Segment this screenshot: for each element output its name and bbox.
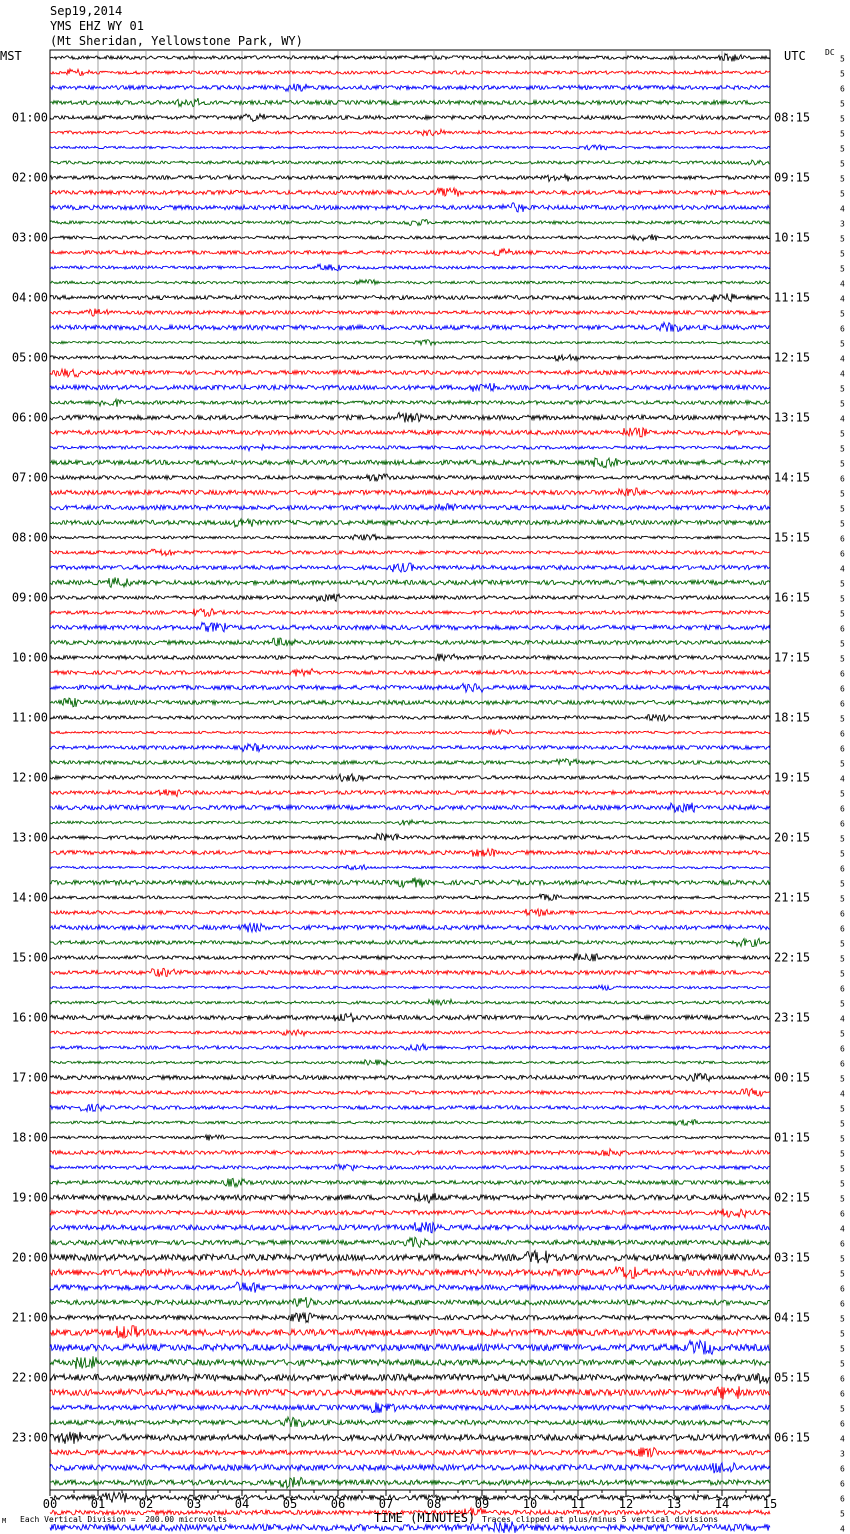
trace-row-80 [50, 1251, 770, 1264]
trace-row-95 [50, 1477, 770, 1488]
mst-hour-label: 02:00 [11, 170, 48, 185]
dc-offset-value: 5 [840, 1194, 845, 1204]
trace-row-18 [50, 322, 770, 331]
dc-offset-value: 4 [840, 414, 845, 424]
trace-row-41 [50, 669, 770, 677]
trace-row-5 [50, 129, 770, 136]
trace-row-10 [50, 203, 770, 212]
trace-row-94 [50, 1463, 770, 1473]
trace-row-70 [50, 1104, 770, 1111]
dc-offset-value: 5 [840, 714, 845, 724]
mst-hour-label: 21:00 [11, 1310, 48, 1325]
mst-hour-label: 14:00 [11, 890, 48, 905]
dc-offset-value: 6 [840, 1284, 845, 1294]
trace-row-14 [50, 264, 770, 271]
trace-row-48 [50, 774, 770, 782]
dc-offset-value: 5 [840, 99, 845, 109]
dc-offset-value: 4 [840, 1524, 845, 1534]
trace-row-23 [50, 399, 770, 406]
dc-offset-value: 5 [840, 654, 845, 664]
dc-offset-value: 5 [840, 129, 845, 139]
dc-offset-value: 5 [840, 609, 845, 619]
trace-row-66 [50, 1044, 770, 1051]
utc-hour-label: 11:15 [774, 290, 811, 305]
trace-row-25 [50, 428, 770, 437]
mst-hour-label: 23:00 [11, 1430, 48, 1445]
mst-hour-label: 08:00 [11, 530, 48, 545]
dc-offset-value: 6 [840, 924, 845, 934]
trace-row-31 [50, 519, 770, 527]
mst-hour-label: 01:00 [11, 110, 48, 125]
vertical-division-note: Each Vertical Division = 200.00 microvolts [20, 1515, 228, 1524]
mst-hour-label: 19:00 [11, 1190, 48, 1205]
trace-row-11 [50, 220, 770, 226]
utc-hour-label: 02:15 [774, 1190, 811, 1205]
x-tick-label: 08 [426, 1497, 442, 1511]
trace-row-67 [50, 1060, 770, 1066]
utc-hour-label: 10:15 [774, 230, 811, 245]
trace-row-6 [50, 145, 770, 150]
x-tick-label: 12 [618, 1497, 634, 1511]
dc-offset-value: 5 [840, 489, 845, 499]
utc-hour-label: 16:15 [774, 590, 811, 605]
utc-hour-label: 03:15 [774, 1250, 811, 1265]
trace-row-55 [50, 878, 770, 888]
dc-offset-value: 4 [840, 1089, 845, 1099]
dc-offset-value: 5 [840, 939, 845, 949]
dc-offset-value: 5 [840, 594, 845, 604]
x-tick-label: 06 [330, 1497, 346, 1511]
dc-offset-value: 6 [840, 1464, 845, 1474]
dc-offset-value: 5 [840, 174, 845, 184]
trace-row-60 [50, 954, 770, 962]
dc-offset-header: DC [825, 48, 835, 57]
dc-offset-value: 5 [840, 309, 845, 319]
dc-offset-value: 5 [840, 1314, 845, 1324]
trace-row-93 [50, 1448, 770, 1458]
footer-mark: M [2, 1517, 7, 1525]
utc-hour-label: 12:15 [774, 350, 811, 365]
dc-offset-value: 5 [840, 504, 845, 514]
trace-row-89 [50, 1386, 770, 1399]
x-tick-label: 09 [474, 1497, 490, 1511]
mst-hour-label: 20:00 [11, 1250, 48, 1265]
x-tick-label: 05 [282, 1497, 298, 1511]
dc-offset-value: 6 [840, 729, 845, 739]
trace-row-36 [50, 594, 770, 602]
dc-offset-value: 5 [840, 264, 845, 274]
trace-row-28 [50, 474, 770, 481]
utc-hour-label: 06:15 [774, 1430, 811, 1445]
dc-offset-value: 6 [840, 534, 845, 544]
dc-offset-value: 5 [840, 1404, 845, 1414]
x-tick-label: 14 [714, 1497, 730, 1511]
dc-offset-value: 5 [840, 1179, 845, 1189]
trace-row-30 [50, 504, 770, 511]
x-tick-label: 15 [762, 1497, 778, 1511]
trace-row-22 [50, 383, 770, 392]
x-tick-label: 13 [666, 1497, 682, 1511]
utc-hour-label: 20:15 [774, 830, 811, 845]
trace-row-49 [50, 789, 770, 796]
dc-offset-value: 6 [840, 1209, 845, 1219]
dc-offset-value: 5 [840, 399, 845, 409]
dc-offset-value: 6 [840, 624, 845, 634]
mst-hour-label: 06:00 [11, 410, 48, 425]
dc-offset-value: 6 [840, 1239, 845, 1249]
trace-row-45 [50, 730, 770, 735]
dc-offset-value: 5 [840, 999, 845, 1009]
dc-offset-value: 5 [840, 579, 845, 589]
trace-row-75 [50, 1178, 770, 1186]
trace-row-47 [50, 759, 770, 766]
trace-row-0 [50, 54, 770, 62]
utc-hour-label: 09:15 [774, 170, 811, 185]
trace-row-16 [50, 293, 770, 302]
dc-offset-value: 5 [840, 1104, 845, 1114]
trace-row-86 [50, 1341, 770, 1355]
trace-row-52 [50, 833, 770, 840]
dc-offset-value: 3 [840, 219, 845, 229]
utc-hour-label: 21:15 [774, 890, 811, 905]
trace-row-72 [50, 1135, 770, 1141]
trace-row-15 [50, 280, 770, 285]
dc-offset-value: 5 [840, 954, 845, 964]
dc-offset-value: 5 [840, 1149, 845, 1159]
dc-offset-value: 5 [840, 969, 845, 979]
dc-offset-value: 5 [840, 444, 845, 454]
dc-offset-value: 5 [840, 459, 845, 469]
utc-hour-label: 15:15 [774, 530, 811, 545]
trace-row-59 [50, 938, 770, 946]
x-tick-label: 11 [570, 1497, 586, 1511]
dc-offset-value: 6 [840, 1044, 845, 1054]
dc-offset-value: 6 [840, 1494, 845, 1504]
trace-row-74 [50, 1164, 770, 1170]
trace-row-79 [50, 1237, 770, 1247]
trace-row-39 [50, 638, 770, 646]
trace-row-38 [50, 623, 770, 633]
dc-offset-value: 6 [840, 1299, 845, 1309]
x-tick-label: 03 [186, 1497, 202, 1511]
dc-offset-value: 4 [840, 564, 845, 574]
trace-row-64 [50, 1013, 770, 1022]
mst-hour-label: 12:00 [11, 770, 48, 785]
dc-offset-value: 6 [840, 699, 845, 709]
trace-row-88 [50, 1374, 770, 1384]
dc-offset-value: 5 [840, 834, 845, 844]
dc-offset-value: 5 [840, 1119, 845, 1129]
trace-row-53 [50, 849, 770, 857]
trace-row-65 [50, 1030, 770, 1036]
dc-offset-value: 5 [840, 894, 845, 904]
dc-offset-value: 6 [840, 984, 845, 994]
mst-hour-label: 05:00 [11, 350, 48, 365]
dc-offset-value: 5 [840, 144, 845, 154]
trace-row-85 [50, 1326, 770, 1339]
trace-row-69 [50, 1089, 770, 1097]
trace-row-46 [50, 744, 770, 752]
dc-offset-value: 4 [840, 279, 845, 289]
dc-offset-value: 5 [840, 849, 845, 859]
trace-row-29 [50, 488, 770, 496]
trace-row-13 [50, 249, 770, 256]
x-tick-label: 07 [378, 1497, 394, 1511]
trace-row-3 [50, 98, 770, 107]
trace-row-83 [50, 1297, 770, 1307]
mst-hour-label: 10:00 [11, 650, 48, 665]
dc-offset-value: 6 [840, 804, 845, 814]
trace-row-8 [50, 175, 770, 182]
trace-row-91 [50, 1417, 770, 1427]
mst-hour-label: 22:00 [11, 1370, 48, 1385]
mst-hour-label: 09:00 [11, 590, 48, 605]
trace-row-73 [50, 1149, 770, 1156]
clipping-note: Traces clipped at plus/minus 5 vertical divisions [482, 1515, 719, 1524]
utc-hour-label: 04:15 [774, 1310, 811, 1325]
dc-offset-value: 6 [840, 474, 845, 484]
mst-hour-label: 18:00 [11, 1130, 48, 1145]
utc-hour-label: 18:15 [774, 710, 811, 725]
dc-offset-value: 5 [840, 1269, 845, 1279]
trace-row-2 [50, 84, 770, 92]
trace-row-44 [50, 714, 770, 721]
trace-row-4 [50, 114, 770, 121]
utc-hour-label: 14:15 [774, 470, 811, 485]
dc-offset-value: 5 [840, 759, 845, 769]
trace-row-57 [50, 909, 770, 916]
dc-offset-value: 5 [840, 1359, 845, 1369]
left-timezone-label: MST [0, 49, 22, 63]
trace-row-37 [50, 609, 770, 617]
trace-row-20 [50, 355, 770, 361]
dc-offset-value: 6 [840, 1389, 845, 1399]
mst-hour-label: 13:00 [11, 830, 48, 845]
mst-hour-label: 15:00 [11, 950, 48, 965]
trace-row-87 [50, 1356, 770, 1369]
dc-offset-value: 5 [840, 1164, 845, 1174]
dc-offset-value: 5 [840, 189, 845, 199]
trace-row-82 [50, 1282, 770, 1293]
trace-row-21 [50, 369, 770, 377]
x-tick-label: 04 [234, 1497, 250, 1511]
station-location: (Mt Sheridan, Yellowstone Park, WY) [50, 34, 303, 48]
dc-offset-value: 5 [840, 114, 845, 124]
x-tick-label: 10 [522, 1497, 538, 1511]
dc-offset-value: 5 [840, 1344, 845, 1354]
trace-row-56 [50, 894, 770, 900]
dc-offset-value: 6 [840, 1059, 845, 1069]
utc-hour-label: 05:15 [774, 1370, 811, 1385]
dc-offset-value: 5 [840, 1074, 845, 1084]
trace-row-76 [50, 1193, 770, 1203]
dc-offset-value: 5 [840, 1254, 845, 1264]
trace-row-19 [50, 340, 770, 345]
utc-hour-label: 19:15 [774, 770, 811, 785]
utc-hour-label: 00:15 [774, 1070, 811, 1085]
trace-row-12 [50, 234, 770, 241]
trace-row-1 [50, 69, 770, 76]
dc-offset-value: 5 [840, 879, 845, 889]
x-tick-label: 01 [90, 1497, 106, 1511]
dc-offset-value: 5 [840, 159, 845, 169]
trace-row-63 [50, 999, 770, 1005]
trace-row-84 [50, 1313, 770, 1323]
right-timezone-label: UTC [784, 49, 806, 63]
mst-hour-label: 07:00 [11, 470, 48, 485]
dc-offset-value: 5 [840, 639, 845, 649]
dc-offset-value: 5 [840, 789, 845, 799]
trace-row-33 [50, 549, 770, 556]
trace-row-77 [50, 1209, 770, 1218]
dc-offset-value: 5 [840, 54, 845, 64]
chart-date: Sep19,2014 [50, 4, 123, 18]
trace-row-34 [50, 563, 770, 572]
dc-offset-value: 5 [840, 1509, 845, 1519]
dc-offset-value: 5 [840, 1329, 845, 1339]
trace-row-9 [50, 188, 770, 197]
trace-row-50 [50, 803, 770, 812]
x-tick-label: 00 [42, 1497, 58, 1511]
trace-row-40 [50, 654, 770, 661]
trace-row-54 [50, 865, 770, 870]
trace-row-26 [50, 445, 770, 451]
dc-offset-value: 6 [840, 909, 845, 919]
mst-hour-label: 11:00 [11, 710, 48, 725]
trace-row-58 [50, 923, 770, 932]
trace-row-42 [50, 683, 770, 692]
dc-offset-value: 5 [840, 249, 845, 259]
dc-offset-value: 4 [840, 354, 845, 364]
dc-offset-value: 5 [840, 339, 845, 349]
dc-offset-value: 6 [840, 1374, 845, 1384]
utc-hour-label: 17:15 [774, 650, 811, 665]
mst-hour-label: 17:00 [11, 1070, 48, 1085]
trace-row-90 [50, 1402, 770, 1413]
x-axis-title: TIME (MINUTES) [374, 1511, 476, 1525]
trace-row-81 [50, 1267, 770, 1279]
dc-offset-value: 5 [840, 234, 845, 244]
utc-hour-label: 23:15 [774, 1010, 811, 1025]
trace-row-51 [50, 820, 770, 826]
mst-hour-label: 04:00 [11, 290, 48, 305]
dc-offset-value: 5 [840, 429, 845, 439]
trace-row-92 [50, 1432, 770, 1444]
trace-row-43 [50, 698, 770, 707]
mst-hour-label: 16:00 [11, 1010, 48, 1025]
dc-offset-value: 5 [840, 384, 845, 394]
dc-offset-value: 5 [840, 1029, 845, 1039]
trace-row-27 [50, 458, 770, 468]
utc-hour-label: 08:15 [774, 110, 811, 125]
trace-row-7 [50, 160, 770, 165]
utc-hour-label: 01:15 [774, 1130, 811, 1145]
dc-offset-value: 4 [840, 1434, 845, 1444]
station-code: YMS EHZ WY 01 [50, 19, 144, 33]
dc-offset-value: 6 [840, 1479, 845, 1489]
dc-offset-value: 5 [840, 69, 845, 79]
dc-offset-value: 4 [840, 204, 845, 214]
x-tick-label: 02 [138, 1497, 154, 1511]
trace-row-32 [50, 535, 770, 541]
dc-offset-value: 3 [840, 1449, 845, 1459]
utc-hour-label: 13:15 [774, 410, 811, 425]
trace-row-96 [50, 1492, 770, 1502]
mst-hour-label: 03:00 [11, 230, 48, 245]
dc-offset-value: 6 [840, 324, 845, 334]
dc-offset-value: 6 [840, 864, 845, 874]
dc-offset-value: 4 [840, 774, 845, 784]
dc-offset-value: 6 [840, 549, 845, 559]
trace-row-62 [50, 985, 770, 990]
dc-offset-value: 4 [840, 369, 845, 379]
dc-offset-value: 6 [840, 1419, 845, 1429]
dc-offset-value: 4 [840, 1224, 845, 1234]
trace-row-71 [50, 1120, 770, 1126]
trace-row-24 [50, 412, 770, 422]
dc-offset-value: 4 [840, 294, 845, 304]
trace-row-17 [50, 309, 770, 317]
trace-row-61 [50, 968, 770, 977]
dc-offset-value: 6 [840, 684, 845, 694]
dc-offset-value: 5 [840, 1134, 845, 1144]
dc-offset-value: 6 [840, 669, 845, 679]
dc-offset-value: 4 [840, 1014, 845, 1024]
trace-row-78 [50, 1222, 770, 1233]
dc-offset-value: 6 [840, 819, 845, 829]
trace-row-35 [50, 577, 770, 587]
utc-hour-label: 22:15 [774, 950, 811, 965]
dc-offset-value: 6 [840, 744, 845, 754]
dc-offset-value: 6 [840, 84, 845, 94]
dc-offset-value: 5 [840, 519, 845, 529]
trace-row-68 [50, 1073, 770, 1081]
